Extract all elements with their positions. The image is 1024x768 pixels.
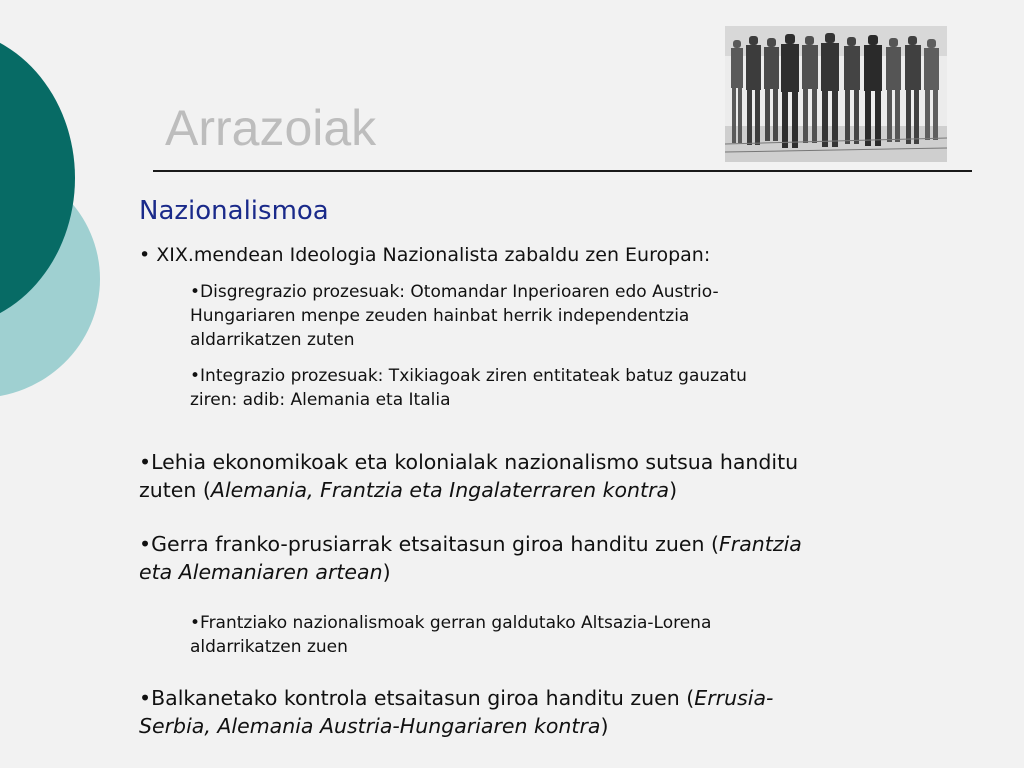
- sub-bullet-disintegration-line2: Hungariaren menpe zeuden hainbat herrik independentzia: [190, 306, 690, 326]
- sub-bullet-integration-line1: •Integrazio prozesuak: Txikiagoak ziren entitateak batuz gauzatu: [190, 366, 747, 386]
- soldiers-engraving-icon: [725, 26, 947, 162]
- section-subheading: Nazionalismoa: [139, 196, 329, 226]
- bullet-franco-prussian-line1: •Gerra franko-prusiarrak etsaitasun giroa handitu zuen (Frantzia: [139, 532, 802, 556]
- bullet-balkans-line1: •Balkanetako kontrola etsaitasun giroa handitu zuen (Errusia-: [139, 686, 774, 710]
- title-divider: [153, 170, 972, 172]
- bullet-balkans-line2: Serbia, Alemania Austria-Hungariaren kontra): [139, 714, 609, 738]
- sub-bullet-integration-line2: ziren: adib: Alemania eta Italia: [190, 390, 451, 410]
- sub-bullet-disintegration-line3: aldarrikatzen zuten: [190, 330, 355, 350]
- bullet-economic-rivalry-line2: zuten (Alemania, Frantzia eta Ingalaterraren kontra): [139, 478, 678, 502]
- sub-bullet-alsace-lorraine-line1: •Frantziako nazionalismoak gerran galdutako Altsazia-Lorena: [190, 613, 712, 633]
- bullet-ideology: • XIX.mendean Ideologia Nazionalista zabaldu zen Europan:: [139, 244, 711, 266]
- historical-photo: [725, 26, 947, 162]
- sub-bullet-disintegration-line1: •Disgregrazio prozesuak: Otomandar Inperioaren edo Austrio-: [190, 282, 719, 302]
- bullet-franco-prussian-line2: eta Alemaniaren artean): [139, 560, 391, 584]
- slide-title: Arrazoiak: [165, 100, 377, 156]
- bullet-economic-rivalry-line1: •Lehia ekonomikoak eta kolonialak nazionalismo sutsua handitu: [139, 450, 799, 474]
- sub-bullet-alsace-lorraine-line2: aldarrikatzen zuen: [190, 637, 348, 657]
